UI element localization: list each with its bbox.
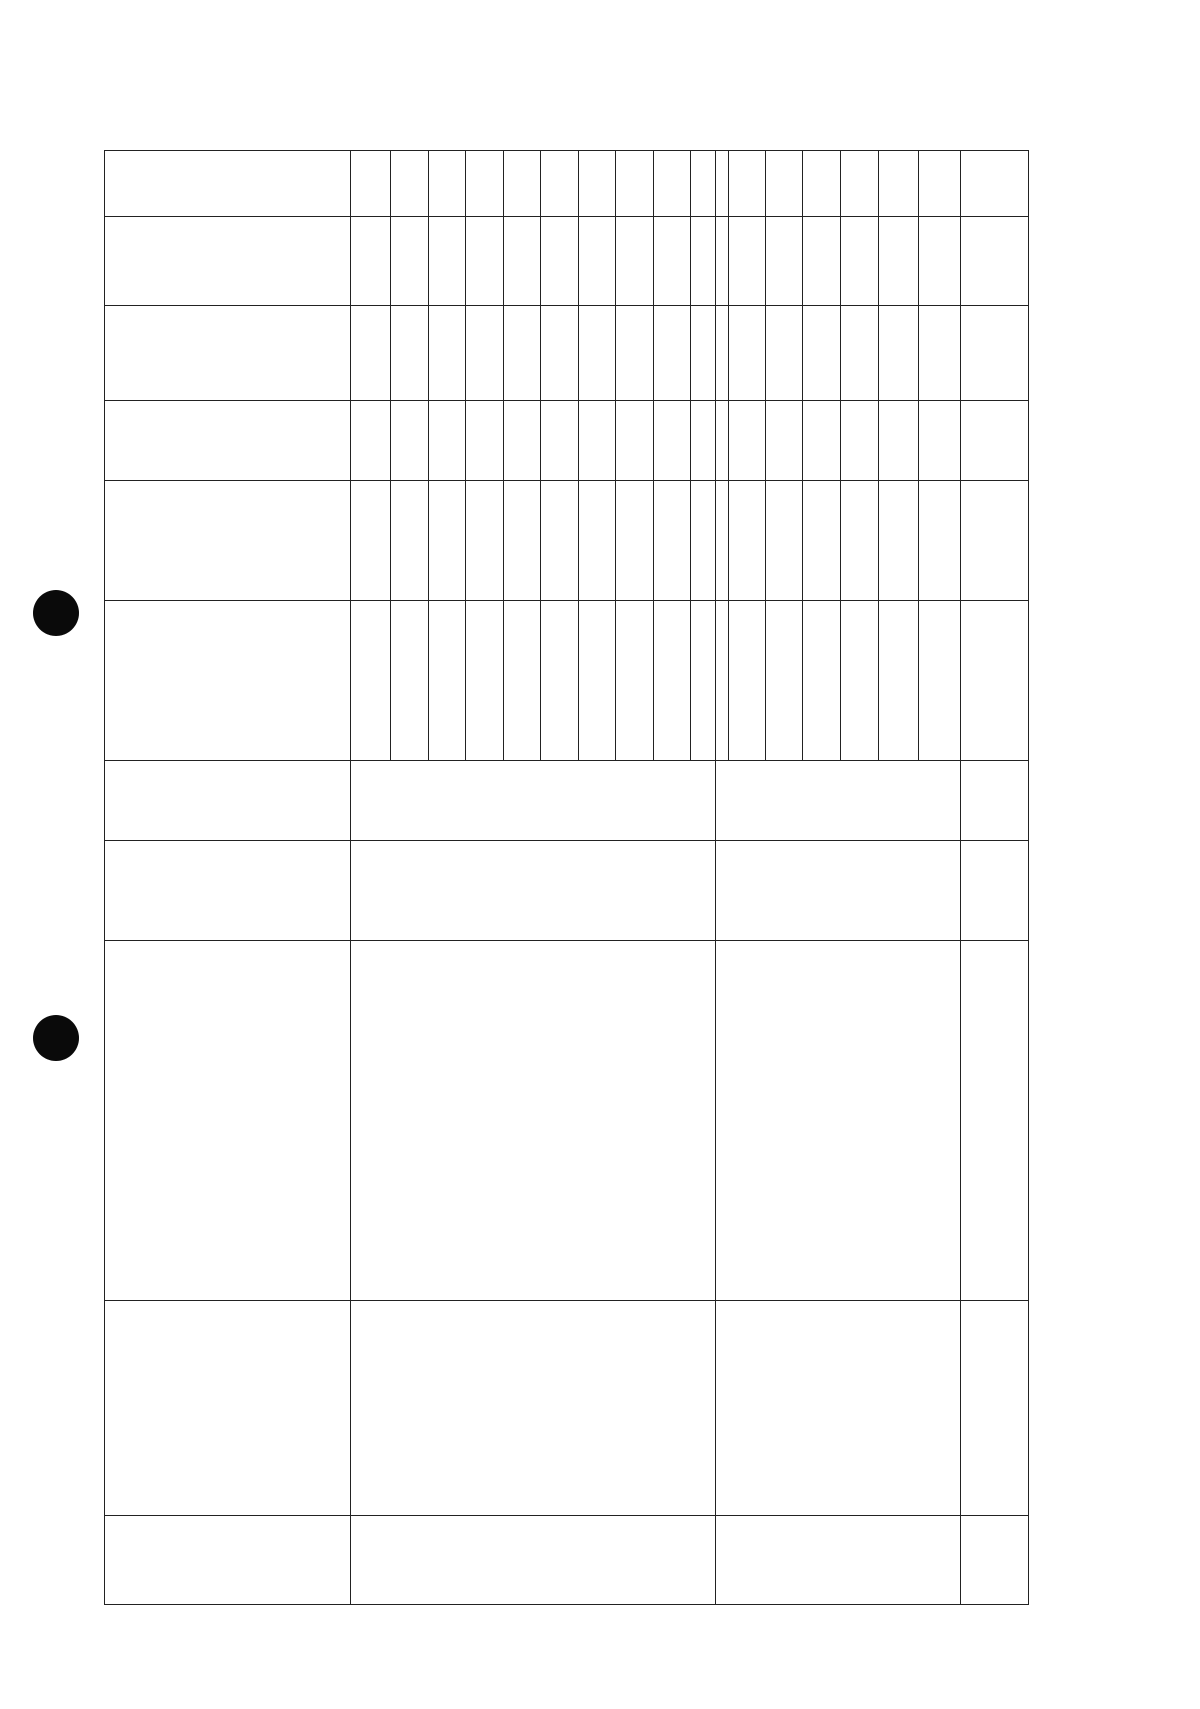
row-rule-13 xyxy=(878,150,879,760)
row-rule-3 xyxy=(503,150,504,760)
column-rule-2 xyxy=(104,400,1029,401)
row-rule-11 xyxy=(802,150,803,760)
column-rule-7 xyxy=(104,940,1029,941)
punch-hole-bottom xyxy=(33,1015,79,1061)
row-rule-5 xyxy=(578,150,579,760)
row-rule-0 xyxy=(390,150,391,760)
row-rule-10 xyxy=(765,150,766,760)
column-rule-0 xyxy=(104,216,1029,217)
column-rule-5 xyxy=(104,760,1029,761)
row-rule-8 xyxy=(690,150,691,760)
row-rule-6 xyxy=(615,150,616,760)
row-rule-1 xyxy=(428,150,429,760)
block-rule-0 xyxy=(350,150,351,1605)
punch-hole-top xyxy=(33,590,79,636)
column-rule-6 xyxy=(104,840,1029,841)
block-rule-1 xyxy=(715,150,716,1605)
row-rule-2 xyxy=(465,150,466,760)
row-rule-4 xyxy=(540,150,541,760)
block-rule-2 xyxy=(960,150,961,1605)
column-rule-4 xyxy=(104,600,1029,601)
column-rule-8 xyxy=(104,1300,1029,1301)
row-rule-9 xyxy=(728,150,729,760)
row-rule-14 xyxy=(918,150,919,760)
row-rule-12 xyxy=(840,150,841,760)
column-rule-9 xyxy=(104,1515,1029,1516)
column-rule-1 xyxy=(104,305,1029,306)
row-rule-7 xyxy=(653,150,654,760)
column-rule-3 xyxy=(104,480,1029,481)
services-table xyxy=(104,150,1029,1605)
